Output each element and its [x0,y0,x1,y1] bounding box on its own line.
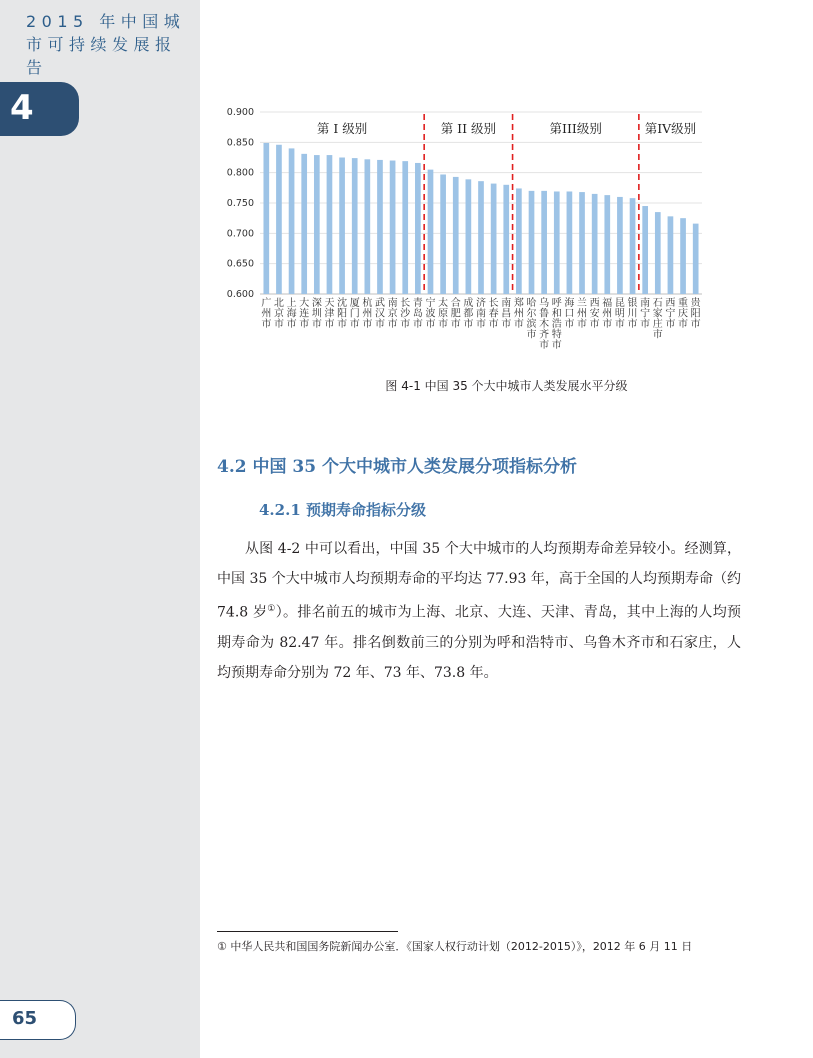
x-tick-label: 银川市 [627,298,638,330]
subsection-title: 预期寿命指标分级 [306,501,427,519]
bar-厦门市 [352,158,358,294]
page-number: 65 [12,1008,38,1029]
bar-银川市 [630,198,636,294]
bar-石家庄市 [655,212,661,294]
section-heading [217,452,577,477]
subsection-heading [259,499,426,520]
x-tick-label: 西安市 [589,298,600,330]
section-title: 中国 35 个大中城市人类发展分项指标分析 [252,457,577,477]
bar-杭州市 [365,159,371,294]
x-tick-label: 长沙市 [400,298,411,330]
bar-成都市 [466,179,472,294]
bar-北京市 [276,145,282,294]
paragraph-part-2: ）。排名前五的城市为上海、北京、大连、天津、青岛，其中上海的人均预期寿命为 82.47 年。排名倒数前三的分别为呼和浩特市、乌鲁木齐市和石家庄，人均预期寿命分别为 72 年、73 年、73.8 年。 [217,604,742,681]
chapter-tab [0,82,79,136]
tier-label: 第III级别 [549,121,602,136]
bar-深圳市 [314,155,320,294]
bar-长春市 [491,184,497,294]
bar-大连市 [301,154,307,294]
x-tick-label: 广州市 [261,298,272,330]
x-tick-label: 贵阳市 [690,298,701,330]
x-tick-label: 厦门市 [349,298,360,330]
bar-昆明市 [617,197,623,294]
x-tick-label: 长春市 [488,298,499,330]
x-tick-label: 福州市 [602,298,613,330]
bar-呼和浩特市 [554,191,560,294]
bar-重庆市 [680,218,686,294]
x-tick-label: 青岛市 [412,298,423,330]
x-tick-label: 武汉市 [374,298,385,330]
y-tick-label: 0.650 [226,258,254,270]
bar-哈尔滨市 [529,191,535,294]
bar-海口市 [567,191,573,294]
tier-label: 第 II 级别 [440,121,497,136]
y-tick-label: 0.800 [226,167,254,179]
x-tick-label: 宁波市 [425,298,436,330]
bar-太原市 [440,174,446,294]
bar-兰州市 [579,192,585,294]
bar-南京市 [390,161,396,294]
bar-宁波市 [428,170,434,294]
x-tick-label: 昆明市 [614,298,625,330]
tier-label: 第IV级别 [644,121,697,136]
x-tick-label: 深圳市 [311,298,322,330]
page-number-tab [0,1000,76,1040]
x-tick-label: 北京市 [273,298,284,330]
x-tick-label: 哈尔滨市 [526,298,537,341]
y-tick-label: 0.600 [226,289,254,300]
bar-福州市 [604,195,610,294]
x-tick-label: 南京市 [387,298,398,330]
x-tick-label: 南宁市 [640,298,651,330]
bar-贵阳市 [693,224,699,294]
x-tick-label: 天津市 [324,298,335,330]
sidebar [0,0,200,1058]
bar-合肥市 [453,177,459,294]
bar-济南市 [478,181,484,294]
paragraph-part-1: 从图 4-2 中可以看出，中国 35 个大中城市的人均预期寿命差异较小。经测算，中国 35 个大中城市人均预期寿命的平均达 77.93 年，高于全国的人均预期寿命（约 74.8 岁 [217,541,741,621]
bar-南昌市 [503,185,509,294]
bar-上海市 [289,148,295,294]
bar-郑州市 [516,188,522,294]
footnote-divider [217,931,398,932]
x-tick-label: 太原市 [438,298,449,330]
x-tick-label: 济南市 [476,298,486,330]
x-tick-label: 海口市 [564,298,575,330]
x-tick-label: 郑州市 [513,298,524,330]
bar-沈阳市 [339,158,345,295]
x-tick-label: 呼和浩特市 [551,298,562,351]
report-title: 2015 年中国城市可持续发展报告 [26,12,186,77]
x-tick-label: 兰州市 [577,298,588,330]
body-paragraph [217,534,741,688]
y-tick-label: 0.750 [226,198,254,209]
bar-武汉市 [377,160,383,294]
x-tick-label: 合肥市 [450,298,461,330]
bar-长沙市 [402,161,408,294]
bar-广州市 [263,143,269,294]
x-tick-label: 西宁市 [665,298,676,330]
x-tick-label: 重庆市 [678,298,689,330]
subsection-number: 4.2.1 [259,501,301,519]
y-tick-label: 0.700 [226,228,254,240]
x-tick-label: 大连市 [299,298,310,330]
bar-天津市 [327,155,333,294]
tier-label: 第 I 级别 [316,121,368,136]
footnote-marker[interactable]: ① [267,604,276,614]
figure-caption: 图 4-1 中国 35 个大中城市人类发展水平分级 [385,379,628,393]
section-number: 4.2 [217,457,247,477]
x-tick-label: 杭州市 [362,298,373,330]
y-tick-label: 0.850 [226,137,254,149]
bar-乌鲁木齐市 [541,191,547,294]
footnote: ① 中华人民共和国国务院新闻办公室．《国家人权行动计划（2012-2015）》，2012 年 6 月 11 日 [217,940,693,953]
chapter-number: 4 [10,88,34,128]
bar-西宁市 [668,216,674,294]
hdi-bar-chart [205,100,725,360]
bar-南宁市 [642,206,648,294]
bar-青岛市 [415,163,421,294]
y-tick-label: 0.900 [226,107,254,118]
x-tick-label: 南昌市 [501,298,512,330]
x-tick-label: 石家庄市 [652,298,663,341]
x-tick-label: 成都市 [463,298,474,330]
bar-西安市 [592,194,598,294]
x-tick-label: 沈阳市 [337,298,348,330]
x-tick-label: 上海市 [286,298,297,330]
x-tick-label: 乌鲁木齐市 [539,298,550,351]
